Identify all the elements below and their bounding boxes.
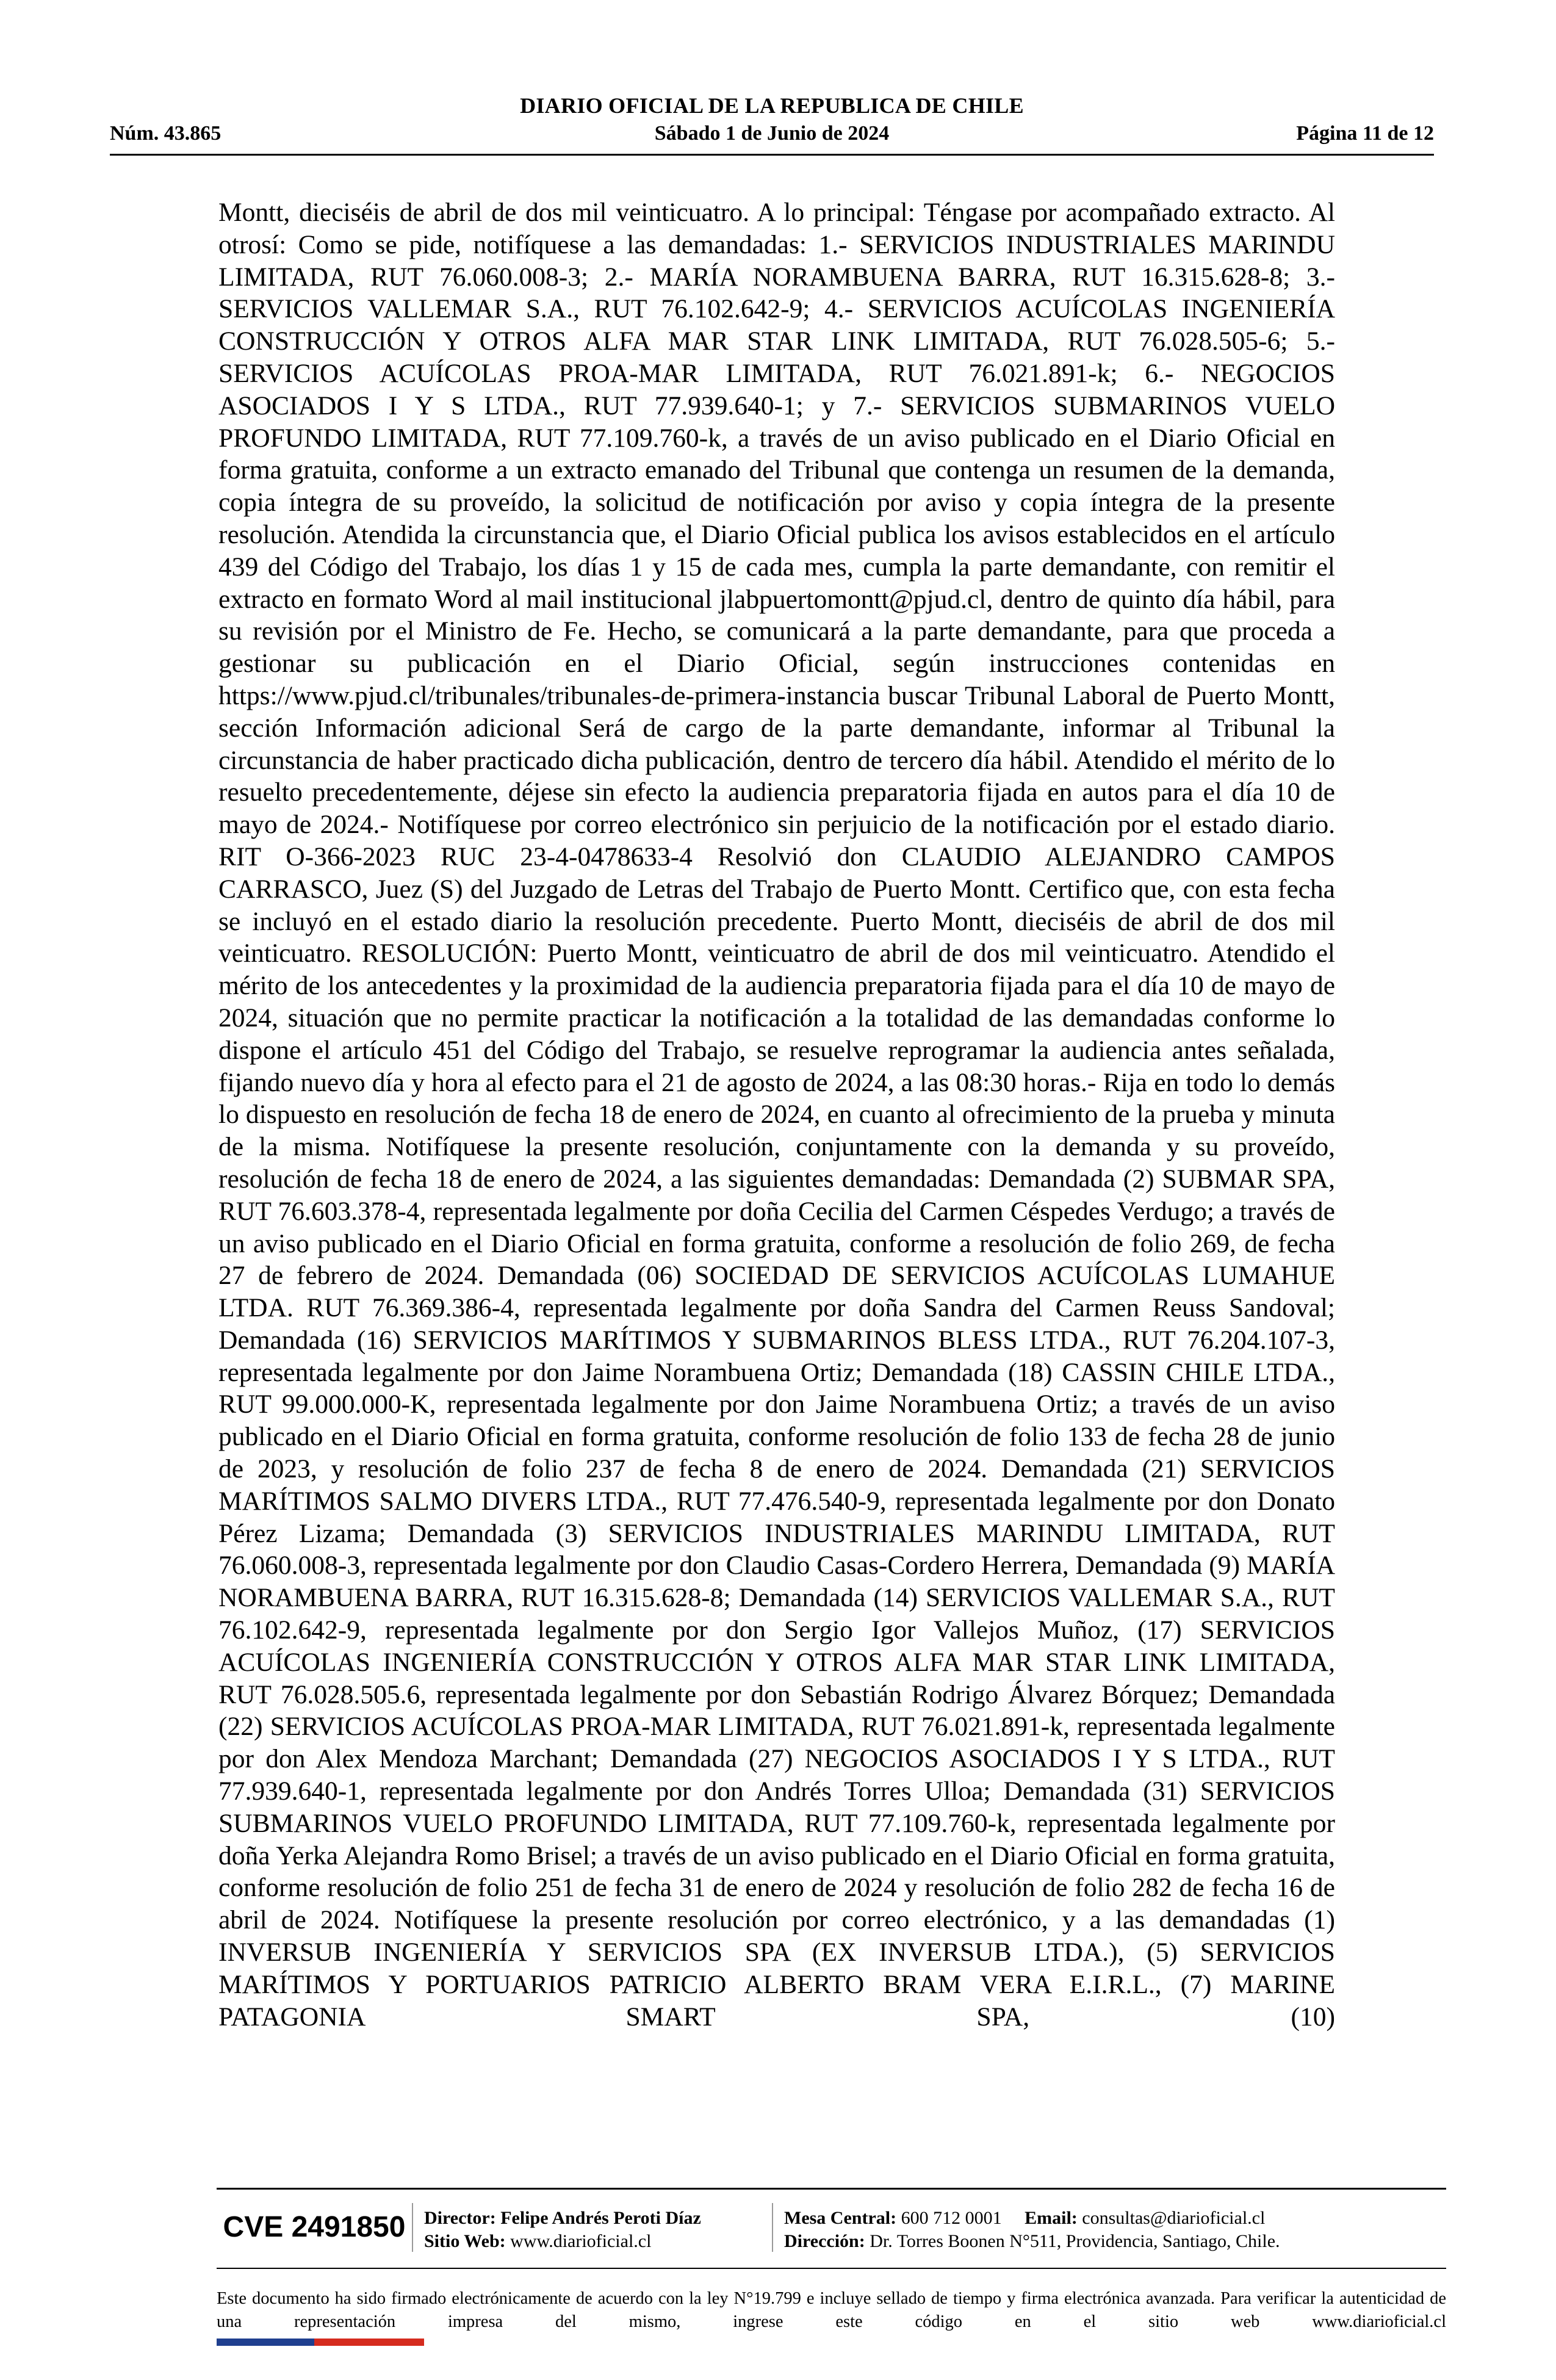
director-name: Felipe Andrés Peroti Díaz <box>500 2208 701 2228</box>
phone-number: 600 712 0001 <box>901 2208 1002 2228</box>
page-header <box>110 92 1434 156</box>
signature-disclaimer: Este documento ha sido firmado electrónicamente de acuerdo con la ley N°19.799 e incluye sellado de tiempo y firma electrónica avanzada. Para verificar la autenticidad de una representación impresa del mismo, ingrese este código en el sitio web www.diarioficial.cl <box>217 2289 1446 2331</box>
flag-red-segment <box>314 2339 424 2346</box>
website-link[interactable]: www.diarioficial.cl <box>510 2231 652 2251</box>
body-paragraph: Montt, dieciséis de abril de dos mil veinticuatro. A lo principal: Téngase por acompañado extracto. Al otrosí: Como se pide, notifíquese a las demandadas: 1.- SERVICIOS INDUSTRIALES MARINDU LIMITADA, RUT 76.060.008-3; 2.- MARÍA NORAMBUENA BARRA, RUT 16.315.628-8; 3.- SERVICIOS VALLEMAR S.A., RUT 76.102.642-9; 4.- SERVICIOS ACUÍCOLAS INGENIERÍA CONSTRUCCIÓN Y OTROS ALFA MAR STAR LINK LIMITADA, RUT 76.028.505-6; 5.- SERVICIOS ACUÍCOLAS PROA-MAR LIMITADA, RUT 76.021.891-k; 6.- NEGOCIOS ASOCIADOS I Y S LTDA., RUT 77.939.640-1; y 7.- SERVICIOS SUBMARINOS VUELO PROFUNDO LIMITADA, RUT 77.109.760-k, a través de un aviso publicado en el Diario Oficial en forma gratuita, conforme a un extracto emanado del Tribunal que contenga un resumen de la demanda, copia íntegra de su proveído, la solicitud de notificación por aviso y copia íntegra de la presente resolución. Atendida la circunstancia que, el Diario Oficial publica los avisos establecidos en el artículo 439 del Código del Trabajo, los días 1 y 15 de cada mes, cumpla la parte demandante, con remitir el extracto en formato Word al mail institucional jlabpuertomontt@pjud.cl, dentro de quinto día hábil, para su revisión por el Ministro de Fe. Hecho, se comunicará a la parte demandante, para que proceda a gestionar su publicación en el Diario Oficial, según instrucciones contenidas en https://www.pjud.cl/tribunales/tribunales-de-primera-instancia buscar Tribunal Laboral de Puerto Montt, sección Información adicional Será de cargo de la parte demandante, informar al Tribunal la circunstancia de haber practicado dicha publicación, dentro de tercero día hábil. Atendido el mérito de lo resuelto precedentemente, déjese sin efecto la audiencia preparatoria fijada en autos para el día 10 de mayo de 2024.- Notifíquese por correo electrónico sin perjuicio de la notificación por el estado diario. RIT O-366-2023 RUC 23-4-0478633-4 Resolvió don CLAUDIO ALEJANDRO CAMPOS CARRASCO, Juez (S) del Juzgado de Letras del Trabajo de Puerto Montt. Certifico que, con esta fecha se incluyó en el estado diario la resolución precedente. Puerto Montt, dieciséis de abril de dos mil veinticuatro. RESOLUCIÓN: Puerto Montt, veinticuatro de abril de dos mil veinticuatro. Atendido el mérito de los antecedentes y la proximidad de la audiencia preparatoria fijada para el día 10 de mayo de 2024, situación que no permite practicar la notificación a la totalidad de las demandadas conforme lo dispone el artículo 451 del Código del Trabajo, se resuelve reprogramar la audiencia antes señalada, fijando nuevo día y hora al efecto para el 21 de agosto de 2024, a las 08:30 horas.- Rija en todo lo demás lo dispuesto en resolución de fecha 18 de enero de 2024, en cuanto al ofrecimiento de la prueba y minuta de la misma. Notifíquese la presente resolución, conjuntamente con la demanda y su proveído, resolución de fecha 18 de enero de 2024, a las siguientes demandadas: Demandada (2) SUBMAR SPA, RUT 76.603.378-4, representada legalmente por doña Cecilia del Carmen Céspedes Verdugo; a través de un aviso publicado en el Diario Oficial en forma gratuita, conforme a resolución de folio 269, de fecha 27 de febrero de 2024. Demandada (06) SOCIEDAD DE SERVICIOS ACUÍCOLAS LUMAHUE LTDA. RUT 76.369.386-4, representada legalmente por doña Sandra del Carmen Reuss Sandoval; Demandada (16) SERVICIOS MARÍTIMOS Y SUBMARINOS BLESS LTDA., RUT 76.204.107-3, representada legalmente por don Jaime Norambuena Ortiz; Demandada (18) CASSIN CHILE LTDA., RUT 99.000.000-K, representada legalmente por don Jaime Norambuena Ortiz; a través de un aviso publicado en el Diario Oficial en forma gratuita, conforme resolución de folio 133 de fecha 28 de junio de 2023, y resolución de folio 237 de fecha 8 de enero de 2024. Demandada (21) SERVICIOS MARÍTIMOS SALMO DIVERS LTDA., RUT 77.476.540-9, representada legalmente por don Donato Pérez Lizama; Demandada (3) SERVICIOS INDUSTRIALES MARINDU LIMITADA, RUT 76.060.008-3, representada legalmente por don Claudio Casas-Cordero Herrera, Demandada (9) MARÍA NORAMBUENA BARRA, RUT 16.315.628-8; Demandada (14) SERVICIOS VALLEMAR S.A., RUT 76.102.642-9, representada legalmente por don Sergio Igor Vallejos Muñoz, (17) SERVICIOS ACUÍCOLAS INGENIERÍA CONSTRUCCIÓN Y OTROS ALFA MAR STAR LINK LIMITADA, RUT 76.028.505.6, representada legalmente por don Sebastián Rodrigo Álvarez Bórquez; Demandada (22) SERVICIOS ACUÍCOLAS PROA-MAR LIMITADA, RUT 76.021.891-k, representada legalmente por don Alex Mendoza Marchant; Demandada (27) NEGOCIOS ASOCIADOS I Y S LTDA., RUT 77.939.640-1, representada legalmente por don Andrés Torres Ulloa; Demandada (31) SERVICIOS SUBMARINOS VUELO PROFUNDO LIMITADA, RUT 77.109.760-k, representada legalmente por doña Yerka Alejandra Romo Brisel; a través de un aviso publicado en el Diario Oficial en forma gratuita, conforme resolución de folio 251 de fecha 31 de enero de 2024 y resolución de folio 282 de fecha 16 de abril de 2024. Notifíquese la presente resolución por correo electrónico, y a las demandadas (1) INVERSUB INGENIERÍA Y SERVICIOS SPA (EX INVERSUB LTDA.), (5) SERVICIOS MARÍTIMOS Y PORTUARIOS PATRICIO ALBERTO BRAM VERA E.I.R.L., (7) MARINE PATAGONIA SMART SPA, (10) <box>218 198 1335 2032</box>
cve-code: CVE 2491850 <box>223 2211 406 2243</box>
flag-blue-segment <box>217 2339 314 2346</box>
page-footer <box>217 2190 1446 2269</box>
address-line <box>784 2230 1280 2253</box>
email-label: Email: <box>1025 2208 1078 2228</box>
newspaper-title: DIARIO OFICIAL DE LA REPUBLICA DE CHILE <box>520 93 1024 118</box>
flag-stripe <box>217 2339 424 2346</box>
website-label: Sitio Web: <box>424 2231 506 2251</box>
footer-contact-left <box>424 2207 701 2253</box>
header-divider <box>110 154 1434 156</box>
page-number: Página 11 de 12 <box>1296 122 1434 145</box>
email-link[interactable]: consultas@diarioficial.cl <box>1082 2208 1266 2228</box>
footer-contact-right <box>784 2207 1280 2253</box>
footer-separator <box>772 2203 773 2252</box>
issue-number: Núm. 43.865 <box>110 122 222 145</box>
director-line <box>424 2207 701 2230</box>
phone-email-line <box>784 2207 1280 2230</box>
issue-date: Sábado 1 de Junio de 2024 <box>654 122 890 145</box>
director-label: Director: <box>424 2208 496 2228</box>
website-line <box>424 2230 701 2253</box>
footer-divider-bottom <box>217 2268 1446 2269</box>
phone-label: Mesa Central: <box>784 2208 897 2228</box>
footer-separator <box>412 2203 413 2252</box>
address-label: Dirección: <box>784 2231 865 2251</box>
address-text: Dr. Torres Boonen N°511, Providencia, Santiago, Chile. <box>870 2231 1280 2251</box>
